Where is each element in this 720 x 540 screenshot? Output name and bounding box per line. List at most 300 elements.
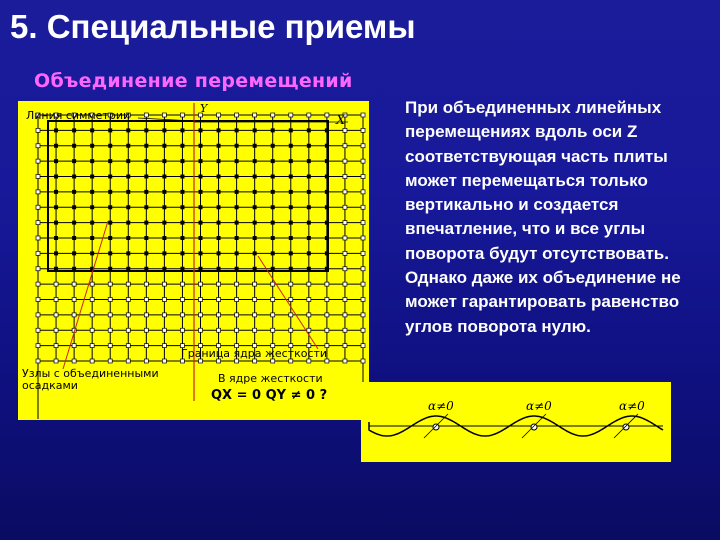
rotation-label-3: α≠0 [619,399,645,413]
merged-node [90,205,94,209]
merged-node [271,128,275,132]
merged-node [180,159,184,163]
merged-node [289,221,293,225]
mesh-node [343,344,347,348]
merged-node [307,175,311,179]
mesh-node [235,298,239,302]
merged-node [162,175,166,179]
mesh-node [36,359,40,363]
mesh-node [199,328,203,332]
mesh-node [307,298,311,302]
mesh-node [235,282,239,286]
merged-node [108,236,112,240]
mesh-node [307,328,311,332]
mesh-node [361,159,365,163]
merged-node [72,144,76,148]
merged-node [72,175,76,179]
merged-node [126,221,130,225]
mesh-node [36,298,40,302]
merged-node [126,128,130,132]
mesh-node [217,328,221,332]
mesh-node [108,298,112,302]
mesh-node [343,313,347,317]
mesh-node [72,359,76,363]
merged-node [199,190,203,194]
mesh-node [271,298,275,302]
mesh-node [199,313,203,317]
mesh-node [126,359,130,363]
merged-node [325,190,329,194]
merged-node [253,128,257,132]
mesh-node [54,282,58,286]
mesh-node [36,251,40,255]
mesh-node [361,175,365,179]
merged-node [54,221,58,225]
merged-node [307,128,311,132]
mesh-node [72,313,76,317]
mesh-node [361,113,365,117]
merged-node [90,236,94,240]
merged-node [253,221,257,225]
merged-node [180,190,184,194]
mesh-node [307,113,311,117]
merged-node [325,267,329,271]
merged-node [72,267,76,271]
merged-node [144,144,148,148]
merged-node [325,205,329,209]
merged-node [126,159,130,163]
mesh-node [36,128,40,132]
mesh-node [361,359,365,363]
leader-line [63,221,108,369]
mesh-node [307,313,311,317]
merged-node [126,236,130,240]
mesh-node [325,313,329,317]
merged-node [235,221,239,225]
merged-node [54,236,58,240]
merged-node [72,251,76,255]
mesh-node [361,344,365,348]
mesh-node [162,344,166,348]
axis-x-label: X [336,113,346,128]
merged-node [199,236,203,240]
merged-node [199,175,203,179]
mesh-node [108,359,112,363]
mesh-figure [18,101,369,420]
merged-node [307,236,311,240]
merged-node [253,251,257,255]
merged-node [90,144,94,148]
mesh-node [36,159,40,163]
mesh-node [361,144,365,148]
mesh-node [325,298,329,302]
merged-node [162,190,166,194]
merged-node [217,128,221,132]
mesh-node [343,175,347,179]
slide-body-text: При объединенных линейных перемещениях вдоль оси Z соответствующая часть плиты может перемещаться только вертикально и создается впечатление, что и все углы поворота будут отсутствовать. Однако даже их объединение не может гарантировать равенство углов поворота нулю. [405,98,681,336]
merged-node [144,236,148,240]
merged-node [180,144,184,148]
merged-node [271,267,275,271]
merged-node [54,175,58,179]
mesh-node [90,344,94,348]
merged-node [162,144,166,148]
merged-node [144,205,148,209]
merged-node [253,267,257,271]
mesh-node [343,267,347,271]
mesh-node [144,298,148,302]
mesh-node [144,328,148,332]
merged-node [235,205,239,209]
mesh-node [271,113,275,117]
mesh-node [361,298,365,302]
merged-node [289,175,293,179]
merged-node [253,159,257,163]
merged-node [126,267,130,271]
merged-node [144,159,148,163]
mesh-node [361,205,365,209]
merged-node [325,236,329,240]
mesh-node [235,328,239,332]
mesh-node [36,205,40,209]
mesh-node [90,282,94,286]
merged-node [199,144,203,148]
merged-node [54,205,58,209]
slide-subtitle: Объединение перемещений [34,70,353,92]
merged-node [289,128,293,132]
merged-node [217,236,221,240]
mesh-node [54,359,58,363]
merged-node [307,159,311,163]
mesh-node [180,328,184,332]
merged-node [199,128,203,132]
merged-node [325,221,329,225]
merged-node [235,190,239,194]
mesh-node [180,282,184,286]
merged-node [144,221,148,225]
mesh-node [90,313,94,317]
merged-node [199,205,203,209]
merged-node [108,221,112,225]
merged-node [180,267,184,271]
core-boundary [48,121,328,271]
merged-node [271,175,275,179]
mesh-node [108,344,112,348]
merged-node [289,236,293,240]
mesh-node [289,282,293,286]
mesh-node [144,359,148,363]
mesh-node [361,236,365,240]
merged-node [253,175,257,179]
mesh-node [36,236,40,240]
support-node [531,424,537,430]
mesh-node [162,298,166,302]
merged-node [271,144,275,148]
merged-node [162,159,166,163]
mesh-node [199,298,203,302]
mesh-node [343,205,347,209]
mesh-node [289,328,293,332]
merged-node [108,267,112,271]
merged-node [289,267,293,271]
mesh-node [325,113,329,117]
merged-node [325,175,329,179]
merged-node [289,205,293,209]
merged-node [235,144,239,148]
mesh-node [36,313,40,317]
merged-node [54,190,58,194]
merged-node [126,144,130,148]
merged-node [162,267,166,271]
merged-node [144,251,148,255]
mesh-node [90,328,94,332]
merged-node [271,236,275,240]
merged-node [90,128,94,132]
mesh-node [343,190,347,194]
rotation-diagram [361,382,671,462]
merged-node [325,159,329,163]
mesh-node [126,313,130,317]
mesh-node [54,328,58,332]
mesh-node [144,113,148,117]
merged-node [162,128,166,132]
merged-node [271,221,275,225]
merged-node [72,128,76,132]
merged-node [126,251,130,255]
core-boundary-label: Граница ядра жесткости [181,347,328,360]
mesh-node [217,298,221,302]
merged-node [235,128,239,132]
merged-node [289,251,293,255]
merged-node [90,159,94,163]
mesh-node [36,267,40,271]
mesh-node [54,313,58,317]
mesh-node [36,144,40,148]
mesh-node [72,298,76,302]
merged-node [180,205,184,209]
merged-node [271,159,275,163]
merged-node [144,190,148,194]
merged-node [271,190,275,194]
merged-node [307,205,311,209]
merged-node [180,175,184,179]
merged-node [90,251,94,255]
merged-node [307,190,311,194]
axis-y-label: Y [200,102,208,115]
merged-node [90,190,94,194]
mesh-node [72,344,76,348]
support-node [623,424,629,430]
merged-node [180,128,184,132]
merged-node [307,221,311,225]
mesh-node [180,298,184,302]
mesh-node [180,313,184,317]
mesh-node [144,313,148,317]
mesh-node [126,344,130,348]
slide-title: 5. Специальные приемы [10,8,416,45]
merged-node [217,144,221,148]
mesh-node [271,313,275,317]
merged-node [325,144,329,148]
merged-node [108,205,112,209]
merged-node [235,175,239,179]
mesh-node [108,282,112,286]
merged-node [108,128,112,132]
merged-node [108,190,112,194]
mesh-node [253,328,257,332]
merged-node [325,128,329,132]
merged-node [253,190,257,194]
mesh-node [325,282,329,286]
rotation-wave-drawing [361,382,671,462]
mesh-node [361,267,365,271]
mesh-node [343,236,347,240]
merged-node [235,236,239,240]
mesh-node [217,113,221,117]
mesh-node [108,328,112,332]
mesh-node [343,144,347,148]
mesh-node [108,313,112,317]
merged-node [199,221,203,225]
mesh-node [253,298,257,302]
mesh-node [343,328,347,332]
mesh-node [289,113,293,117]
mesh-node [126,298,130,302]
merged-node [217,251,221,255]
mesh-node [162,313,166,317]
merged-node [180,221,184,225]
merged-node [289,159,293,163]
merged-node [54,128,58,132]
mesh-node [36,282,40,286]
merged-node [180,236,184,240]
mesh-node [343,221,347,225]
merged-node [162,221,166,225]
mesh-node [361,251,365,255]
merged-node [144,267,148,271]
mesh-node [361,282,365,286]
mesh-node [343,159,347,163]
merged-node [307,251,311,255]
mesh-node [361,313,365,317]
merged-node [126,205,130,209]
mesh-node [162,282,166,286]
merged-node [54,144,58,148]
mesh-node [361,190,365,194]
merged-node [253,205,257,209]
mesh-node [162,328,166,332]
mesh-node [54,298,58,302]
mesh-node [162,113,166,117]
merged-node [199,267,203,271]
merged-node [235,267,239,271]
mesh-node [253,282,257,286]
merged-node [271,205,275,209]
mesh-node [199,282,203,286]
merged-node [72,159,76,163]
mesh-node [253,113,257,117]
mesh-node [162,359,166,363]
merged-node [217,267,221,271]
mesh-node [343,298,347,302]
mesh-node [36,221,40,225]
merged-node [253,144,257,148]
mesh-node [36,175,40,179]
symmetry-label: Линия симметрии [26,109,131,122]
mesh-node [235,113,239,117]
merged-node [54,267,58,271]
mesh-node [126,328,130,332]
merged-node [199,159,203,163]
merged-node [217,205,221,209]
mesh-node [307,282,311,286]
merged-node [162,236,166,240]
mesh-node [343,282,347,286]
mesh-node [90,298,94,302]
merged-node [72,236,76,240]
merged-node [307,144,311,148]
in-core-label: В ядре жесткости [218,372,323,385]
mesh-node [217,282,221,286]
mesh-node [144,344,148,348]
merged-node [72,190,76,194]
merged-node [289,144,293,148]
merged-node [108,159,112,163]
mesh-node [361,328,365,332]
merged-node [162,251,166,255]
merged-node [144,175,148,179]
merged-node [54,159,58,163]
merged-node [235,251,239,255]
mesh-node [180,113,184,117]
merged-node [108,144,112,148]
merged-node [199,251,203,255]
nodes-label: Узлы с объединенными осадками [22,367,159,392]
merged-node [108,175,112,179]
mesh-node [90,359,94,363]
rotation-label-1: α≠0 [428,399,454,413]
merged-node [235,159,239,163]
mesh-node [343,359,347,363]
mesh-node [325,328,329,332]
mesh-node [126,282,130,286]
merged-node [126,175,130,179]
mesh-node [361,128,365,132]
merged-node [217,175,221,179]
merged-node [325,251,329,255]
mesh-node [235,313,239,317]
merged-node [108,251,112,255]
mesh-node [271,282,275,286]
merged-node [126,190,130,194]
merged-node [217,159,221,163]
mesh-node [36,328,40,332]
merged-node [144,128,148,132]
mesh-node [289,298,293,302]
mesh-node [217,313,221,317]
mesh-node [36,190,40,194]
merged-node [162,205,166,209]
merged-node [72,221,76,225]
mesh-node [271,328,275,332]
core-formula: QX = 0 QY ≠ 0 ? [211,388,328,403]
mesh-node [343,251,347,255]
merged-node [72,205,76,209]
merged-node [217,221,221,225]
merged-node [54,251,58,255]
merged-node [180,251,184,255]
merged-node [271,251,275,255]
